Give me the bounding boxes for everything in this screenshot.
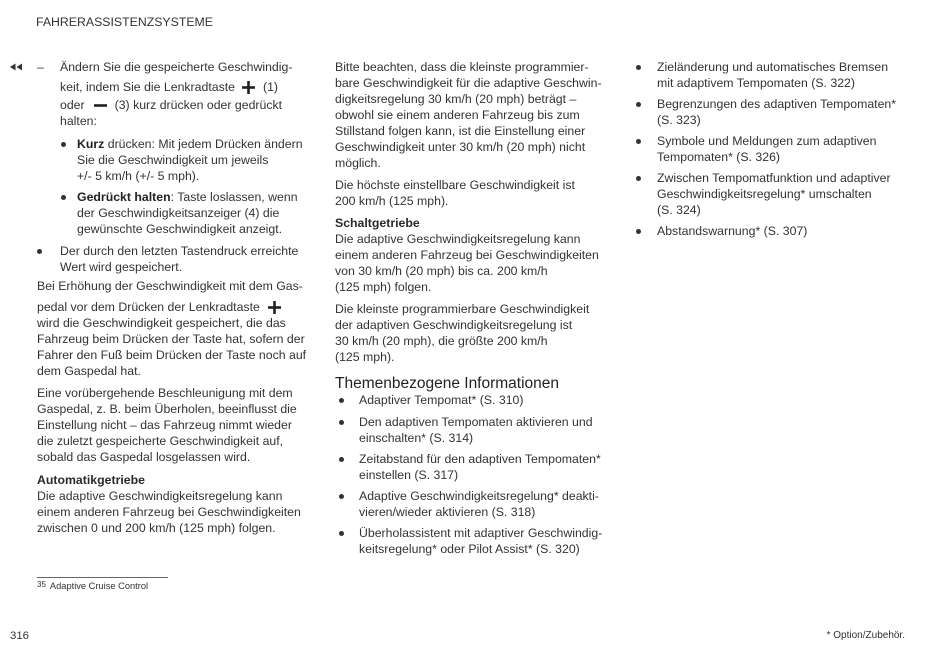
page-number: 316	[10, 630, 30, 642]
minus-icon	[94, 99, 107, 112]
text-line: Gaspedal, z. B. beim Überholen, beeinflusst die	[37, 402, 297, 416]
text-fragment: oder	[60, 98, 85, 112]
text-line: Ändern Sie die gespeicherte Geschwindig-	[60, 60, 293, 74]
text-line: Die adaptive Geschwindigkeitsregelung kann	[37, 489, 283, 503]
text-line: die zuletzt gespeicherte Geschwindigkeit auf,	[37, 434, 284, 448]
link-text-line[interactable]: (S. 324)	[657, 203, 701, 217]
related-topic-link[interactable]	[657, 133, 876, 165]
bullet-icon	[37, 249, 42, 254]
link-text-line[interactable]: Geschwindigkeitsregelung* umschalten	[657, 187, 872, 201]
text-fragment: keit, indem Sie die Lenkradtaste	[60, 80, 235, 94]
link-text-line[interactable]: Adaptive Geschwindigkeitsregelung* deakti-	[359, 489, 599, 503]
related-topic-link[interactable]	[359, 392, 524, 408]
text-line: obwohl sie einem anderen Fahrzeug bis zum	[335, 108, 580, 122]
text-line	[60, 97, 292, 113]
text-line: Der durch den letzten Tastendruck erreichte	[60, 244, 299, 258]
bullet-icon	[636, 102, 641, 107]
link-text-line[interactable]: Zwischen Tempomatfunktion und adaptiver	[657, 171, 891, 185]
link-text-line[interactable]: einstellen (S. 317)	[359, 468, 459, 482]
link-text-line[interactable]: Zeitabstand für den adaptiven Tempomaten*	[359, 452, 601, 466]
related-topic-link[interactable]	[657, 170, 891, 218]
text-line	[77, 189, 298, 205]
text-line: Die höchste einstellbare Geschwindigkeit ist	[335, 178, 575, 192]
text-line: Fahrzeug beim Drücken der Taste hat, sofern der	[37, 332, 305, 346]
bullet-icon	[636, 176, 641, 181]
bullet-stored-value	[60, 243, 298, 275]
text-line: möglich.	[335, 156, 381, 170]
sub-bullet-short-press	[77, 136, 303, 184]
text-line: Fahrer den Fuß beim Drücken der Taste noch auf	[37, 348, 307, 362]
text-line: 200 km/h (125 mph).	[335, 194, 449, 208]
text-line: gewünschte Geschwindigkeit anzeigt.	[77, 222, 283, 236]
section-title: FAHRERASSISTENZSYSTEME	[36, 15, 213, 29]
bullet-icon	[339, 494, 344, 499]
text-line: Sie die Geschwindigkeit um jeweils	[77, 153, 269, 167]
text-line: wird die Geschwindigkeit gespeichert, die das	[37, 316, 286, 330]
text-line: der adaptiven Geschwindigkeitsregelung ist	[335, 318, 573, 332]
related-topic-link[interactable]	[657, 96, 896, 128]
bullet-icon	[636, 139, 641, 144]
subheading-manual-transmission: Schaltgetriebe	[335, 216, 420, 230]
text-line	[37, 299, 306, 315]
text-line: von 30 km/h (20 mph) bis ca. 200 km/h	[335, 264, 548, 278]
bullet-icon	[339, 531, 344, 536]
related-topic-link[interactable]	[359, 451, 601, 483]
bullet-icon	[339, 420, 344, 425]
text-line: (125 mph) folgen.	[335, 280, 432, 294]
subheading-automatic-transmission: Automatikgetriebe	[37, 473, 145, 487]
text-line: dem Gaspedal hat.	[37, 364, 141, 378]
link-text-line[interactable]: Adaptiver Tempomat* (S. 310)	[359, 393, 524, 407]
text-line: einem anderen Fahrzeug bei Geschwindigkeiten	[335, 248, 599, 262]
text-fragment: (1)	[263, 80, 279, 94]
footnote-rule	[37, 577, 168, 578]
related-topic-link[interactable]	[657, 223, 807, 239]
text-line	[77, 136, 303, 152]
link-text-line[interactable]: einschalten* (S. 314)	[359, 431, 474, 445]
text-line: Die adaptive Geschwindigkeitsregelung kann	[335, 232, 581, 246]
link-text-line[interactable]: keitsregelung* oder Pilot Assist* (S. 320)	[359, 542, 580, 556]
bold-term: Kurz	[77, 137, 105, 151]
text-fragment: (3) kurz drücken oder gedrückt	[114, 98, 283, 112]
plus-icon	[268, 301, 281, 314]
bullet-icon	[339, 457, 344, 462]
text-fragment: : Taste loslassen, wenn	[170, 190, 298, 204]
dash-marker: –	[37, 60, 44, 74]
paragraph-automatic-transmission	[37, 488, 301, 536]
text-fragment: drücken: Mit jedem Drücken ändern	[107, 137, 303, 151]
related-topic-link[interactable]	[657, 59, 888, 91]
text-line: Bitte beachten, dass die kleinste programmier-	[335, 60, 589, 74]
paragraph-speed-range	[335, 301, 589, 365]
paragraph-temporary-acceleration	[37, 385, 297, 465]
link-text-line[interactable]: Begrenzungen des adaptiven Tempomaten*	[657, 97, 897, 111]
text-line: zwischen 0 und 200 km/h (125 mph) folgen.	[37, 521, 276, 535]
related-topic-link[interactable]	[359, 525, 602, 557]
text-line: +/- 5 km/h (+/- 5 mph).	[77, 169, 200, 183]
link-text-line[interactable]: (S. 323)	[657, 113, 701, 127]
instruction-change-stored-speed	[37, 59, 293, 129]
text-line: halten:	[60, 114, 97, 128]
footnote-text: Adaptive Cruise Control	[49, 581, 149, 591]
text-line	[60, 79, 292, 95]
text-line: einem anderen Fahrzeug bei Geschwindigkeiten	[37, 505, 301, 519]
paragraph-minimum-speed	[335, 59, 602, 171]
bullet-icon	[61, 195, 66, 200]
related-topic-link[interactable]	[359, 414, 593, 446]
plus-icon	[242, 81, 255, 94]
text-line: (125 mph).	[335, 350, 395, 364]
footnote-number: 35	[37, 580, 46, 589]
bullet-icon	[61, 142, 66, 147]
related-topics-heading: Themenbezogene Informationen	[335, 375, 560, 392]
link-text-line[interactable]: Tempomaten* (S. 326)	[657, 150, 781, 164]
link-text-line[interactable]: Symbole und Meldungen zum adaptiven	[657, 134, 877, 148]
text-line: Bei Erhöhung der Geschwindigkeit mit dem Gas-	[37, 279, 303, 293]
paragraph-maximum-speed	[335, 177, 575, 209]
link-text-line[interactable]: Den adaptiven Tempomaten aktivieren und	[359, 415, 593, 429]
link-text-line[interactable]: mit adaptivem Tempomaten (S. 322)	[657, 76, 855, 90]
paragraph-gas-pedal	[37, 278, 306, 379]
text-line: 30 km/h (20 mph), die größte 200 km/h	[335, 334, 548, 348]
text-fragment: pedal vor dem Drücken der Lenkradtaste	[37, 300, 260, 314]
bullet-icon	[339, 398, 344, 403]
link-text-line[interactable]: Überholassistent mit adaptiver Geschwindig-	[359, 526, 603, 540]
bullet-icon	[636, 229, 641, 234]
link-text-line[interactable]: Zieländerung und automatisches Bremsen	[657, 60, 889, 74]
link-text-line[interactable]: vieren/wieder aktivieren (S. 318)	[359, 505, 536, 519]
text-line: Einstellung nicht – das Fahrzeug nimmt wieder	[37, 418, 292, 432]
link-text-line[interactable]: Abstandswarnung* (S. 307)	[657, 224, 808, 238]
text-line: bare Geschwindigkeit für die adaptive Geschwin-	[335, 76, 602, 90]
text-line: Eine vorübergehende Beschleunigung mit dem	[37, 386, 293, 400]
text-line: digkeitsregelung 30 km/h (20 mph) beträgt –	[335, 92, 577, 106]
option-note: * Option/Zubehör.	[826, 630, 905, 641]
text-line: der Geschwindigkeitsanzeiger (4) die	[77, 206, 280, 220]
bullet-icon	[636, 65, 641, 70]
paragraph-manual-transmission	[335, 231, 599, 295]
text-line: sobald das Gaspedal losgelassen wird.	[37, 450, 251, 464]
related-topic-link[interactable]	[359, 488, 599, 520]
text-line: Die kleinste programmierbare Geschwindigkeit	[335, 302, 590, 316]
text-line: Geschwindigkeit unter 30 km/h (20 mph) nicht	[335, 140, 586, 154]
bold-term: Gedrückt halten	[77, 190, 171, 204]
double-arrow-left-icon	[10, 63, 23, 71]
sub-bullet-long-press	[77, 189, 298, 237]
footnote	[37, 579, 148, 594]
text-line: Wert wird gespeichert.	[60, 260, 183, 274]
text-line: Stillstand folgen kann, ist die Einstellung einer	[335, 124, 586, 138]
